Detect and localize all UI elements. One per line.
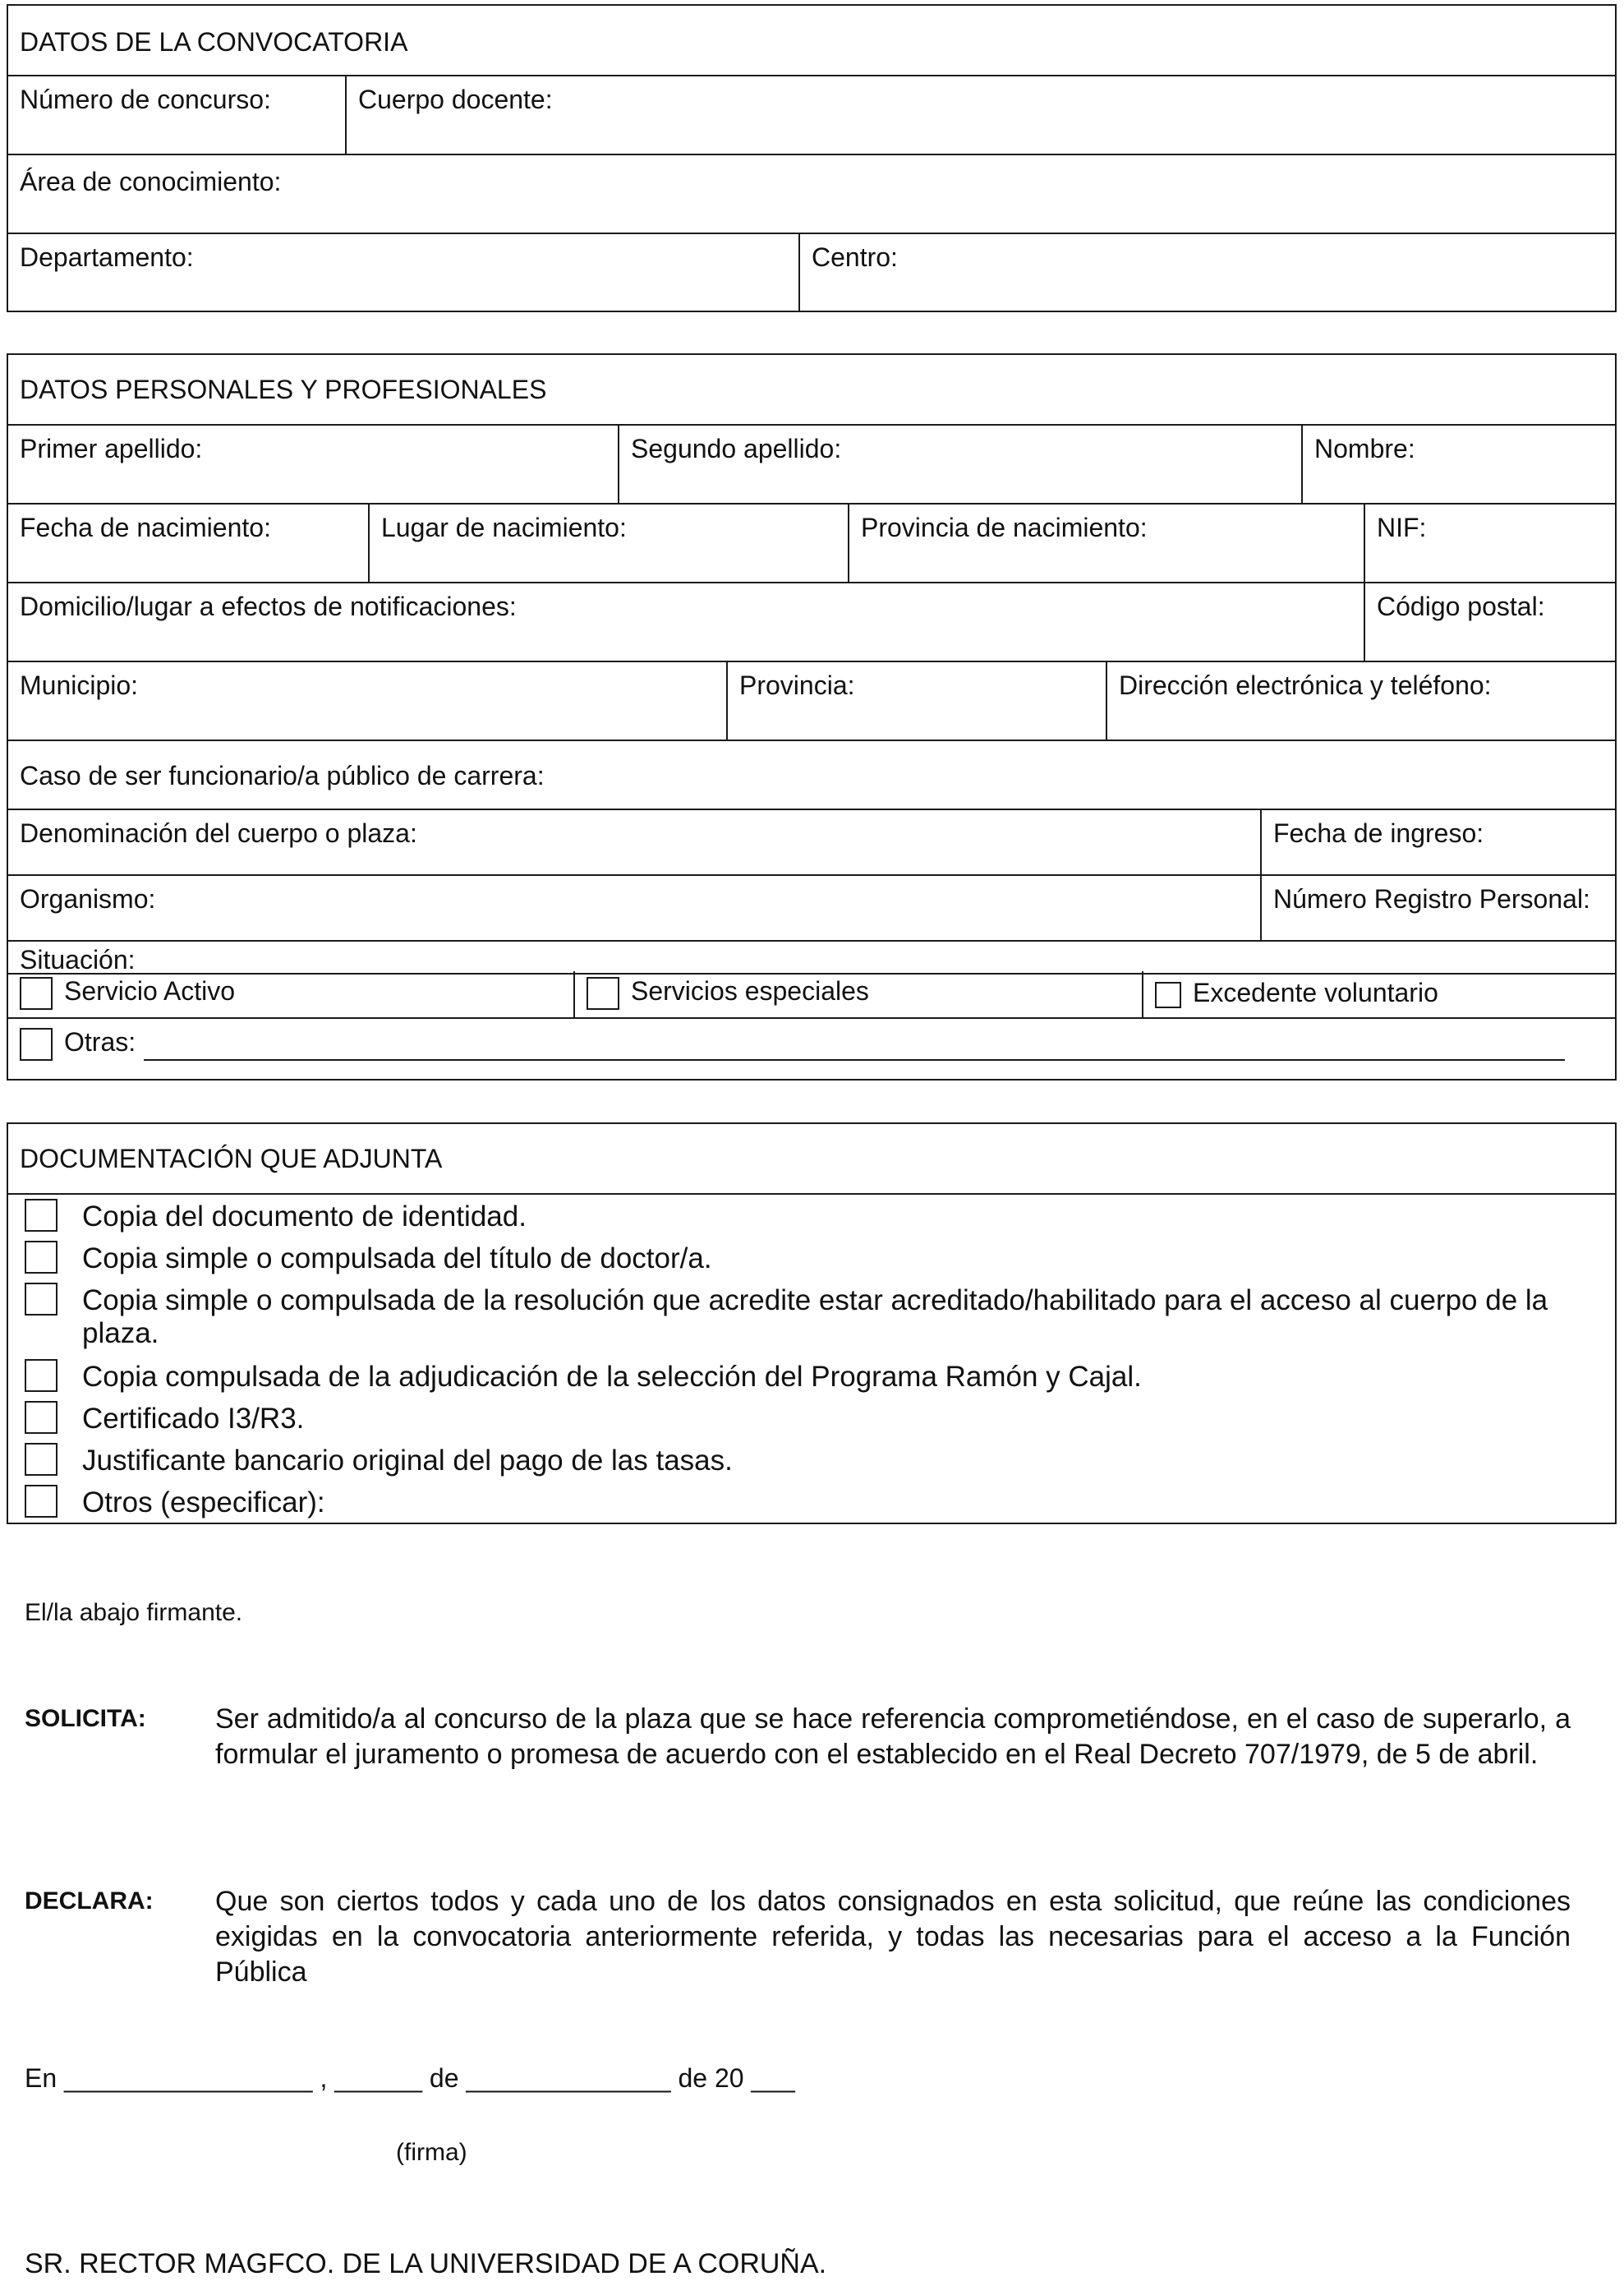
nombre-label: Nombre: [1314,434,1415,463]
codigo-postal-label: Código postal: [1377,592,1545,621]
fecha-ingreso-label: Fecha de ingreso: [1273,818,1484,848]
provincia-field[interactable] [726,662,1106,740]
provincia-nacimiento-label: Provincia de nacimiento: [861,513,1148,542]
doc-item-label: Copia del documento de identidad. [82,1200,527,1233]
nombre-field[interactable] [1301,426,1615,503]
servicio-activo-checkbox[interactable] [20,977,53,1010]
documentacion-section [7,1122,1617,1524]
servicios-especiales-checkbox[interactable] [587,977,619,1010]
excedente-voluntario-checkbox[interactable] [1155,982,1181,1008]
otras-input-line[interactable] [144,1035,1565,1061]
otras-option[interactable] [8,1019,1615,1079]
declara-label: DECLARA: [25,1887,154,1915]
convocatoria-title: DATOS DE LA CONVOCATORIA [20,27,408,57]
nif-label: NIF: [1377,513,1427,542]
doc-item-label: Copia compulsada de la adjudicación de la selección del Programa Ramón y Cajal. [82,1361,1142,1393]
codigo-postal-field[interactable] [1364,583,1615,661]
otras-checkbox[interactable] [20,1028,53,1061]
excedente-voluntario-option[interactable] [1142,971,1615,1017]
solicita-text: Ser admitido/a al concurso de la plaza que se hace referencia comprometiéndose, en el caso de superarlo, a formular el juramento o promesa de acuerdo con el establecido en el Real Decreto 707/1979, de 5 de abril. [215,1703,1571,1770]
nif-field[interactable] [1364,505,1615,582]
fecha-ingreso-field[interactable] [1260,810,1615,874]
area-conocimiento-label: Área de conocimiento: [20,167,282,196]
municipio-field[interactable] [8,662,726,740]
servicio-activo-option[interactable] [8,971,573,1017]
doc-item-label: Copia simple o compulsada de la resolución que acredite estar acreditado/habilitado para el acceso al cuerpo de la plaza. [82,1284,1548,1349]
funcionario-heading: Caso de ser funcionario/a público de carrera: [20,761,545,790]
domicilio-label: Domicilio/lugar a efectos de notificaciones: [20,592,517,621]
fecha-nacimiento-label: Fecha de nacimiento: [20,513,271,542]
numero-registro-field[interactable] [1260,876,1615,940]
situacion-label: Situación: [20,945,136,975]
lugar-nacimiento-label: Lugar de nacimiento: [381,513,627,542]
centro-field[interactable] [798,234,1615,311]
firmante-text: El/la abajo firmante. [25,1599,243,1626]
firma-label: (firma) [396,2139,467,2166]
declara-text: Que son ciertos todos y cada uno de los datos consignados en esta solicitud, que reúne las condiciones exigidas en la convocatoria anteriormente referida, y todas las necesarias para el acceso a la Función Pública [215,1886,1571,1988]
fecha-nacimiento-field[interactable] [8,505,368,582]
doc-item-checkbox[interactable] [25,1241,58,1274]
organismo-label: Organismo: [20,884,156,914]
personales-title: DATOS PERSONALES Y PROFESIONALES [20,375,547,404]
domicilio-field[interactable] [8,583,1364,661]
doc-item-checkbox[interactable] [25,1359,58,1392]
denominacion-label: Denominación del cuerpo o plaza: [20,818,417,848]
convocatoria-section [7,4,1617,312]
cuerpo-docente-field[interactable] [345,76,1615,154]
servicios-especiales-label: Servicios especiales [631,976,869,1006]
centro-label: Centro: [812,242,898,272]
primer-apellido-label: Primer apellido: [20,434,203,463]
solicita-label: SOLICITA: [25,1705,146,1732]
doc-item-label: Otros (especificar): [82,1486,325,1518]
segundo-apellido-field[interactable] [618,426,1301,503]
denominacion-field[interactable] [8,810,1260,874]
doc-item-label: Certificado I3/R3. [82,1403,305,1435]
doc-item-checkbox[interactable] [25,1443,58,1476]
departamento-field[interactable] [8,234,798,311]
direccion-electronica-label: Dirección electrónica y teléfono: [1119,670,1492,700]
servicios-especiales-option[interactable] [573,971,1142,1017]
otras-label: Otras: [64,1027,136,1057]
doc-item-label: Copia simple o compulsada del título de doctor/a. [82,1242,712,1274]
provincia-nacimiento-field[interactable] [848,505,1364,582]
doc-item-checkbox[interactable] [25,1283,58,1316]
personales-section [7,353,1617,1081]
numero-concurso-label: Número de concurso: [20,85,271,114]
doc-item-label: Justificante bancario original del pago de las tasas. [82,1445,733,1477]
direccion-electronica-field[interactable] [1106,662,1615,740]
numero-concurso-field[interactable] [8,76,345,154]
lugar-nacimiento-field[interactable] [368,505,848,582]
doc-item-checkbox[interactable] [25,1401,58,1434]
documentacion-title: DOCUMENTACIÓN QUE ADJUNTA [20,1144,443,1173]
numero-registro-label: Número Registro Personal: [1273,884,1590,914]
doc-item-checkbox[interactable] [25,1485,58,1518]
municipio-label: Municipio: [20,670,139,700]
doc-item-checkbox[interactable] [25,1199,58,1232]
cuerpo-docente-label: Cuerpo docente: [358,85,553,114]
fecha-line[interactable]: En _________________ , ______ de ______________ de 20 ___ [25,2063,795,2093]
departamento-label: Departamento: [20,242,194,272]
organismo-field[interactable] [8,876,1260,940]
excedente-voluntario-label: Excedente voluntario [1193,978,1438,1007]
segundo-apellido-label: Segundo apellido: [631,434,842,463]
primer-apellido-field[interactable] [8,426,618,503]
area-conocimiento-field[interactable] [8,155,1615,233]
destinatario-text: SR. RECTOR MAGFCO. DE LA UNIVERSIDAD DE A CORUÑA. [25,2248,827,2279]
provincia-label: Provincia: [739,670,855,700]
servicio-activo-label: Servicio Activo [64,976,236,1006]
